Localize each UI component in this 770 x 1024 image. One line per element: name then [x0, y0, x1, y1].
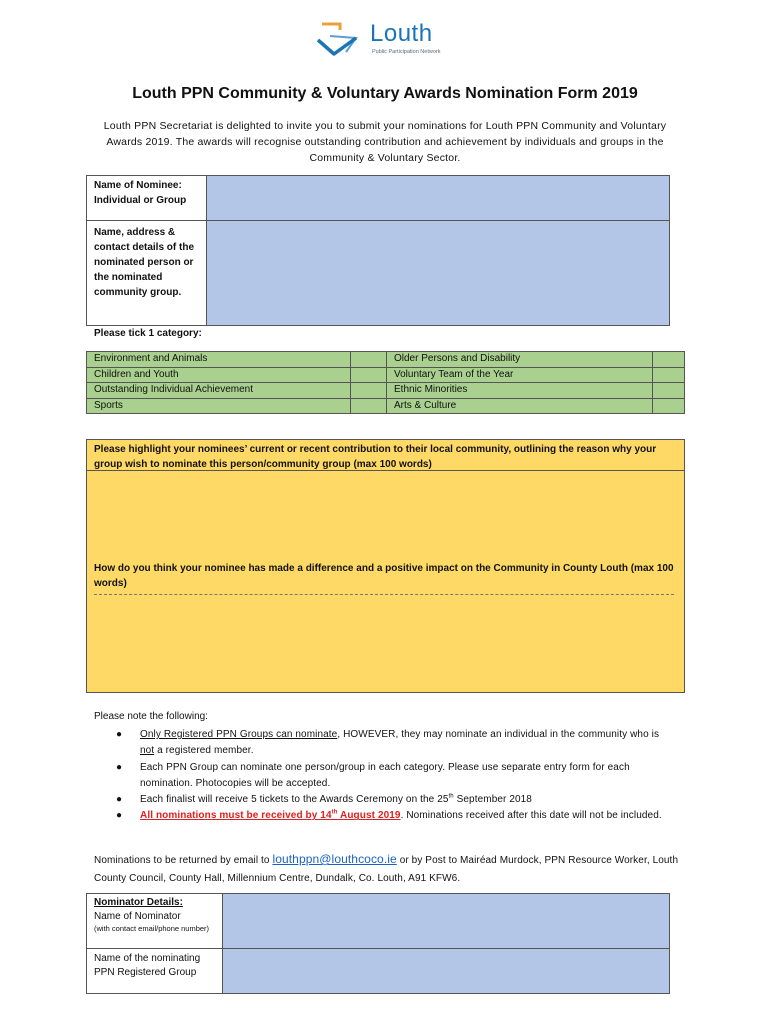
notes-list: [114, 727, 674, 825]
nominator-name-label: [87, 894, 223, 949]
tick-category-label: Please tick 1 category:: [94, 328, 202, 339]
category-table: [86, 351, 685, 414]
intro-paragraph: Louth PPN Secretariat is delighted to invite you to submit your nominations for Louth PPN Community and Voluntary Awards 2019. The awards will recognise outstanding contribution and achievement by individuals and groups in the Community & Voluntary Sector.: [103, 120, 667, 164]
category-checkbox[interactable]: [653, 367, 685, 383]
contribution-question-1: Please highlight your nominees’ current or recent contribution to their local community, outlining the reason why your group wish to nominate this person/community group (max 100 words): [87, 440, 684, 471]
note-text: a registered member.: [154, 745, 254, 757]
category-checkbox[interactable]: [351, 383, 387, 399]
category-label: Outstanding Individual Achievement: [87, 383, 351, 399]
louth-ppn-logo: [310, 18, 470, 64]
return-instructions: [94, 850, 694, 888]
note-registered-groups: Only Registered PPN Groups can nominate: [140, 729, 338, 740]
nominating-group-field[interactable]: [223, 949, 670, 994]
nominator-table: [86, 893, 670, 994]
note-not: not: [140, 745, 155, 757]
note-text: . Nominations received after this date will not be included.: [400, 810, 662, 822]
nominee-name-label-line1: Name of Nominee:: [94, 180, 182, 191]
category-label: Ethnic Minorities: [387, 383, 653, 399]
ordinal-suffix: th: [448, 793, 454, 800]
deadline-warning: [140, 810, 401, 821]
contribution-question-2: How do you think your nominee has made a difference and a positive impact on the Community in County Louth (max 100 words): [94, 563, 674, 589]
category-label: Environment and Animals: [87, 352, 351, 368]
category-label: Older Persons and Disability: [387, 352, 653, 368]
list-item: [114, 792, 674, 808]
bullet-icon: ●: [116, 729, 123, 740]
logo-brand-text: Louth: [370, 20, 433, 47]
category-checkbox[interactable]: [351, 398, 387, 414]
list-item: [114, 727, 674, 760]
answer-line: [94, 594, 674, 595]
category-checkbox[interactable]: [351, 367, 387, 383]
category-label: Children and Youth: [87, 367, 351, 383]
nominator-name-text: Name of Nominator: [94, 910, 181, 922]
category-row: [87, 398, 685, 414]
bullet-icon: ●: [116, 810, 123, 822]
nominee-name-label: [87, 176, 207, 221]
nominator-name-sub: (with contact email/phone number): [94, 924, 210, 933]
logo-tagline: Public Participation Network: [372, 49, 441, 55]
category-label: Voluntary Team of the Year: [387, 367, 653, 383]
nominee-name-label-line2: Individual or Group: [94, 195, 187, 206]
list-item: [114, 760, 674, 793]
email-link[interactable]: louthppn@louthcoco.ie: [272, 852, 397, 866]
nominee-contact-label: Name, address & contact details of the nominated person or the nominated community group.: [87, 221, 207, 326]
category-row: [87, 352, 685, 368]
nominator-heading: Nominator Details:: [94, 897, 183, 908]
note-text: Each PPN Group can nominate one person/group in each category. Please use separate entry form for each nomination. Photocopies will be accepted.: [140, 761, 630, 789]
nominee-name-field[interactable]: [207, 176, 670, 221]
category-row: [87, 383, 685, 399]
return-prefix: Nominations to be returned by email to: [94, 855, 273, 866]
note-text: , HOWEVER, they may nominate an individual in the community who is: [337, 729, 660, 740]
list-item: [114, 808, 674, 824]
note-text: September 2018: [453, 794, 532, 806]
contribution-box[interactable]: [86, 439, 685, 693]
note-text: Each finalist will receive 5 tickets to the Awards Ceremony on the 25: [140, 794, 449, 806]
louth-logo-mark-icon: [310, 18, 370, 64]
page-title: Louth PPN Community & Voluntary Awards Nomination Form 2019: [132, 85, 638, 102]
deadline-text: August 2019: [337, 810, 401, 822]
category-checkbox[interactable]: [653, 398, 685, 414]
nominating-group-label: Name of the nominating PPN Registered Group: [87, 949, 223, 994]
bullet-icon: ●: [116, 794, 123, 806]
nominee-contact-field[interactable]: [207, 221, 670, 326]
nominee-table: [86, 175, 670, 326]
category-checkbox[interactable]: [351, 352, 387, 368]
category-label: Arts & Culture: [387, 398, 653, 414]
deadline-text: All nominations must be received by 14: [140, 810, 332, 822]
category-label: Sports: [87, 398, 351, 414]
return-suffix: or by Post to Mairéad Murdock, PPN Resource Worker, Louth County Council, County Hall, Millennium Centre, Dundalk, Co. Louth, A91 KFW6.: [94, 855, 679, 884]
category-checkbox[interactable]: [653, 352, 685, 368]
notes-heading: Please note the following:: [94, 711, 208, 722]
bullet-icon: ●: [116, 761, 123, 773]
nominator-name-field[interactable]: [223, 894, 670, 949]
ordinal-suffix: th: [331, 810, 338, 817]
category-row: [87, 367, 685, 383]
category-checkbox[interactable]: [653, 383, 685, 399]
